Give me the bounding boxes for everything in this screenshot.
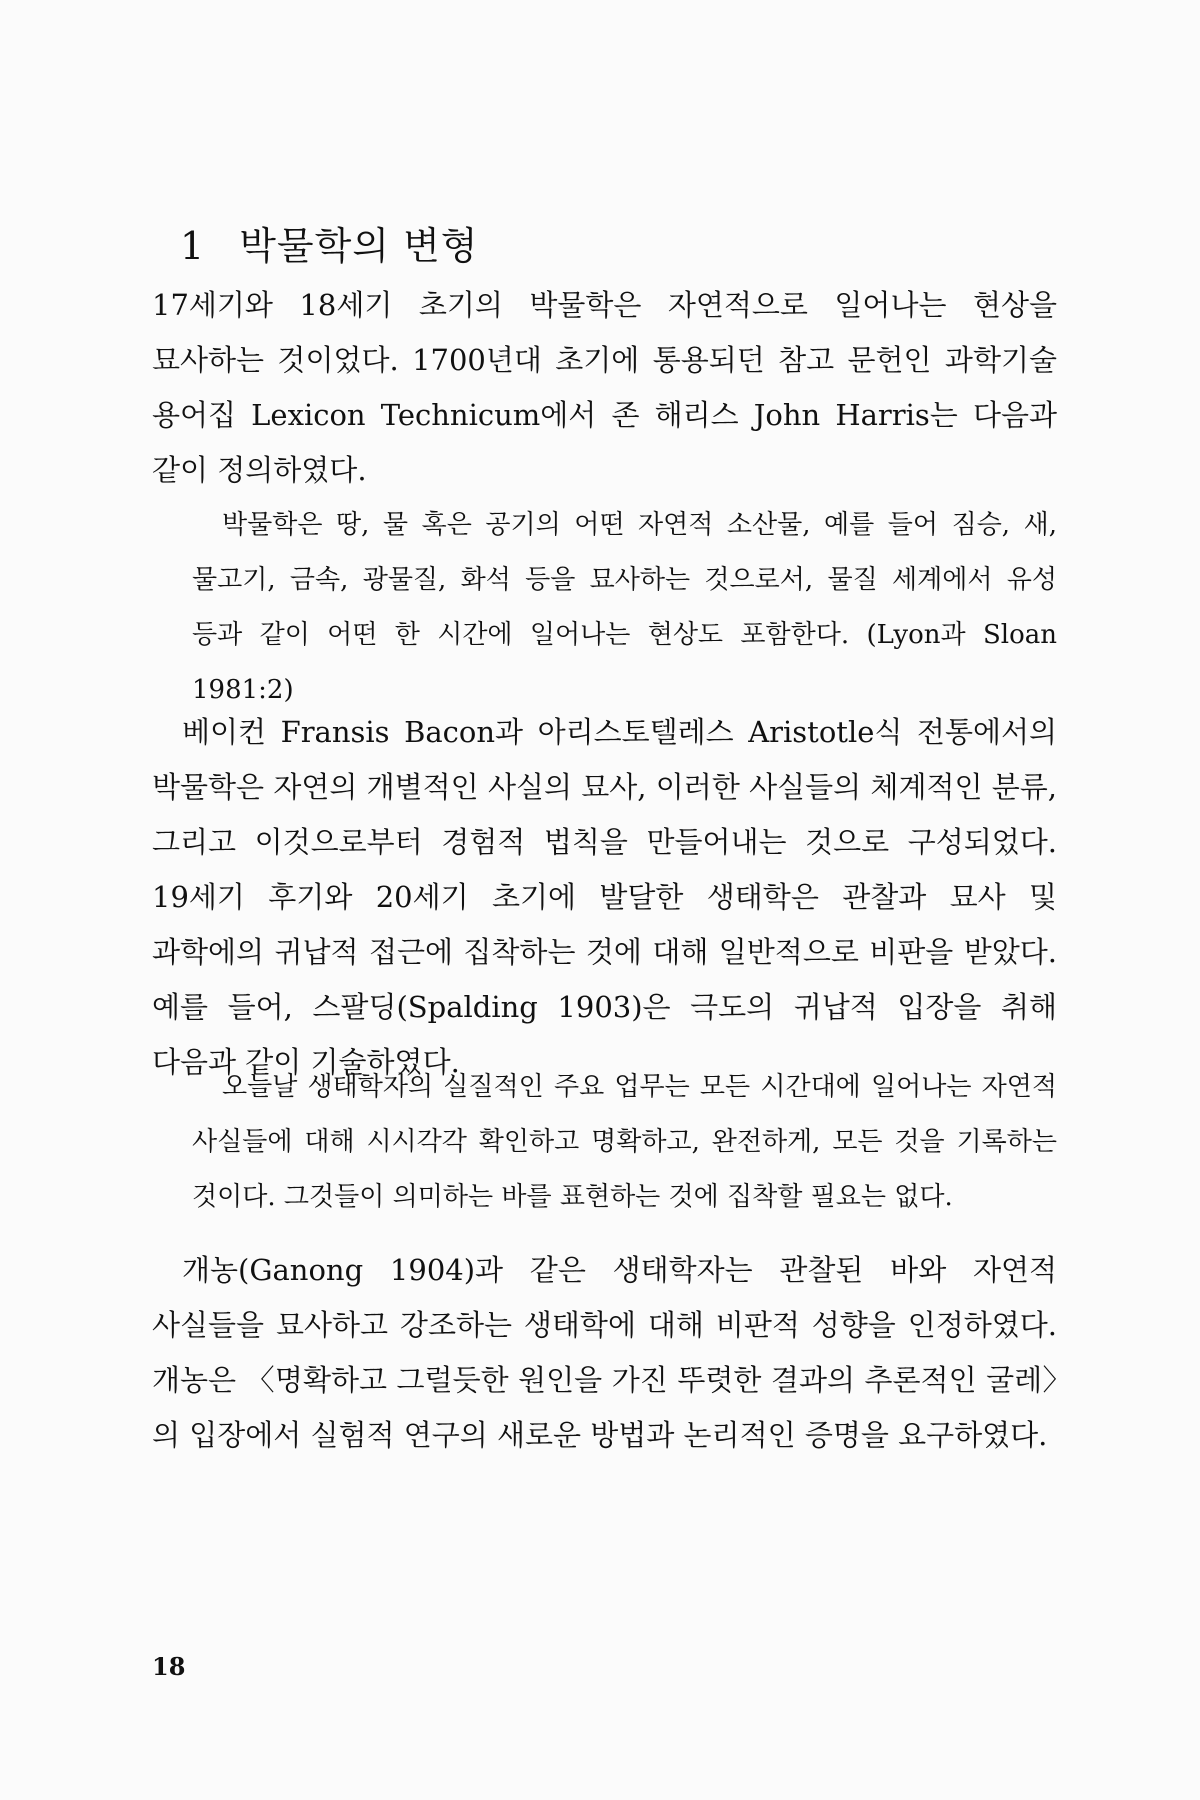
- paragraph-2: 베이컨 Fransis Bacon과 아리스토텔레스 Aristotle식 전통에서의 박물학은 자연의 개별적인 사실의 묘사, 이러한 사실들의 체계적인 분류, 그리고 이것으로부터 경험적 법칙을 만들어내는 것으로 구성되었다. 19세기 후기와 20세기 초기에 발달한 생태학은 관찰과 묘사 및 과학에의 귀납적 접근에 집착하는 것에 대해 일반적으로 비판을 받았다. 예를 들어, 스팔딩(Spalding 1903)은 극도의 귀납적 입장을 취해 다음과 같이 기술하였다.: [152, 715, 1057, 1079]
- paragraph-1: 17세기와 18세기 초기의 박물학은 자연적으로 일어나는 현상을 묘사하는 것이었다. 1700년대 초기에 통용되던 참고 문헌인 과학기술 용어집 Lexicon Technicum에서 존 해리스 John Harris는 다음과 같이 정의하였다.: [152, 288, 1057, 487]
- section-title: 박물학의 변형: [239, 224, 479, 268]
- block-quote-1: 박물학은 땅, 물 혹은 공기의 어떤 자연적 소산물, 예를 들어 짐승, 새, 물고기, 금속, 광물질, 화석 등을 묘사하는 것으로서, 물질 세계에서 유성 등과 같이 어떤 한 시간에 일어나는 현상도 포함한다. (Lyon과 Sloan 1981:2): [192, 510, 1057, 705]
- paragraph-3: 개농(Ganong 1904)과 같은 생태학자는 관찰된 바와 자연적 사실들을 묘사하고 강조하는 생태학에 대해 비판적 성향을 인정하였다. 개농은 〈명확하고 그럴듯한 원인을 가진 뚜렷한 결과의 추론적인 굴레〉의 입장에서 실험적 연구의 새로운 방법과 논리적인 증명을 요구하였다.: [152, 1253, 1057, 1452]
- section-heading: [180, 215, 479, 270]
- section-number: 1: [180, 224, 206, 268]
- page-number: 18: [152, 1652, 186, 1681]
- block-quote-2: 오늘날 생태학자의 실질적인 주요 업무는 모든 시간대에 일어나는 자연적 사실들에 대해 시시각각 확인하고 명확하고, 완전하게, 모든 것을 기록하는 것이다. 그것들이 의미하는 바를 표현하는 것에 집착할 필요는 없다.: [192, 1072, 1057, 1212]
